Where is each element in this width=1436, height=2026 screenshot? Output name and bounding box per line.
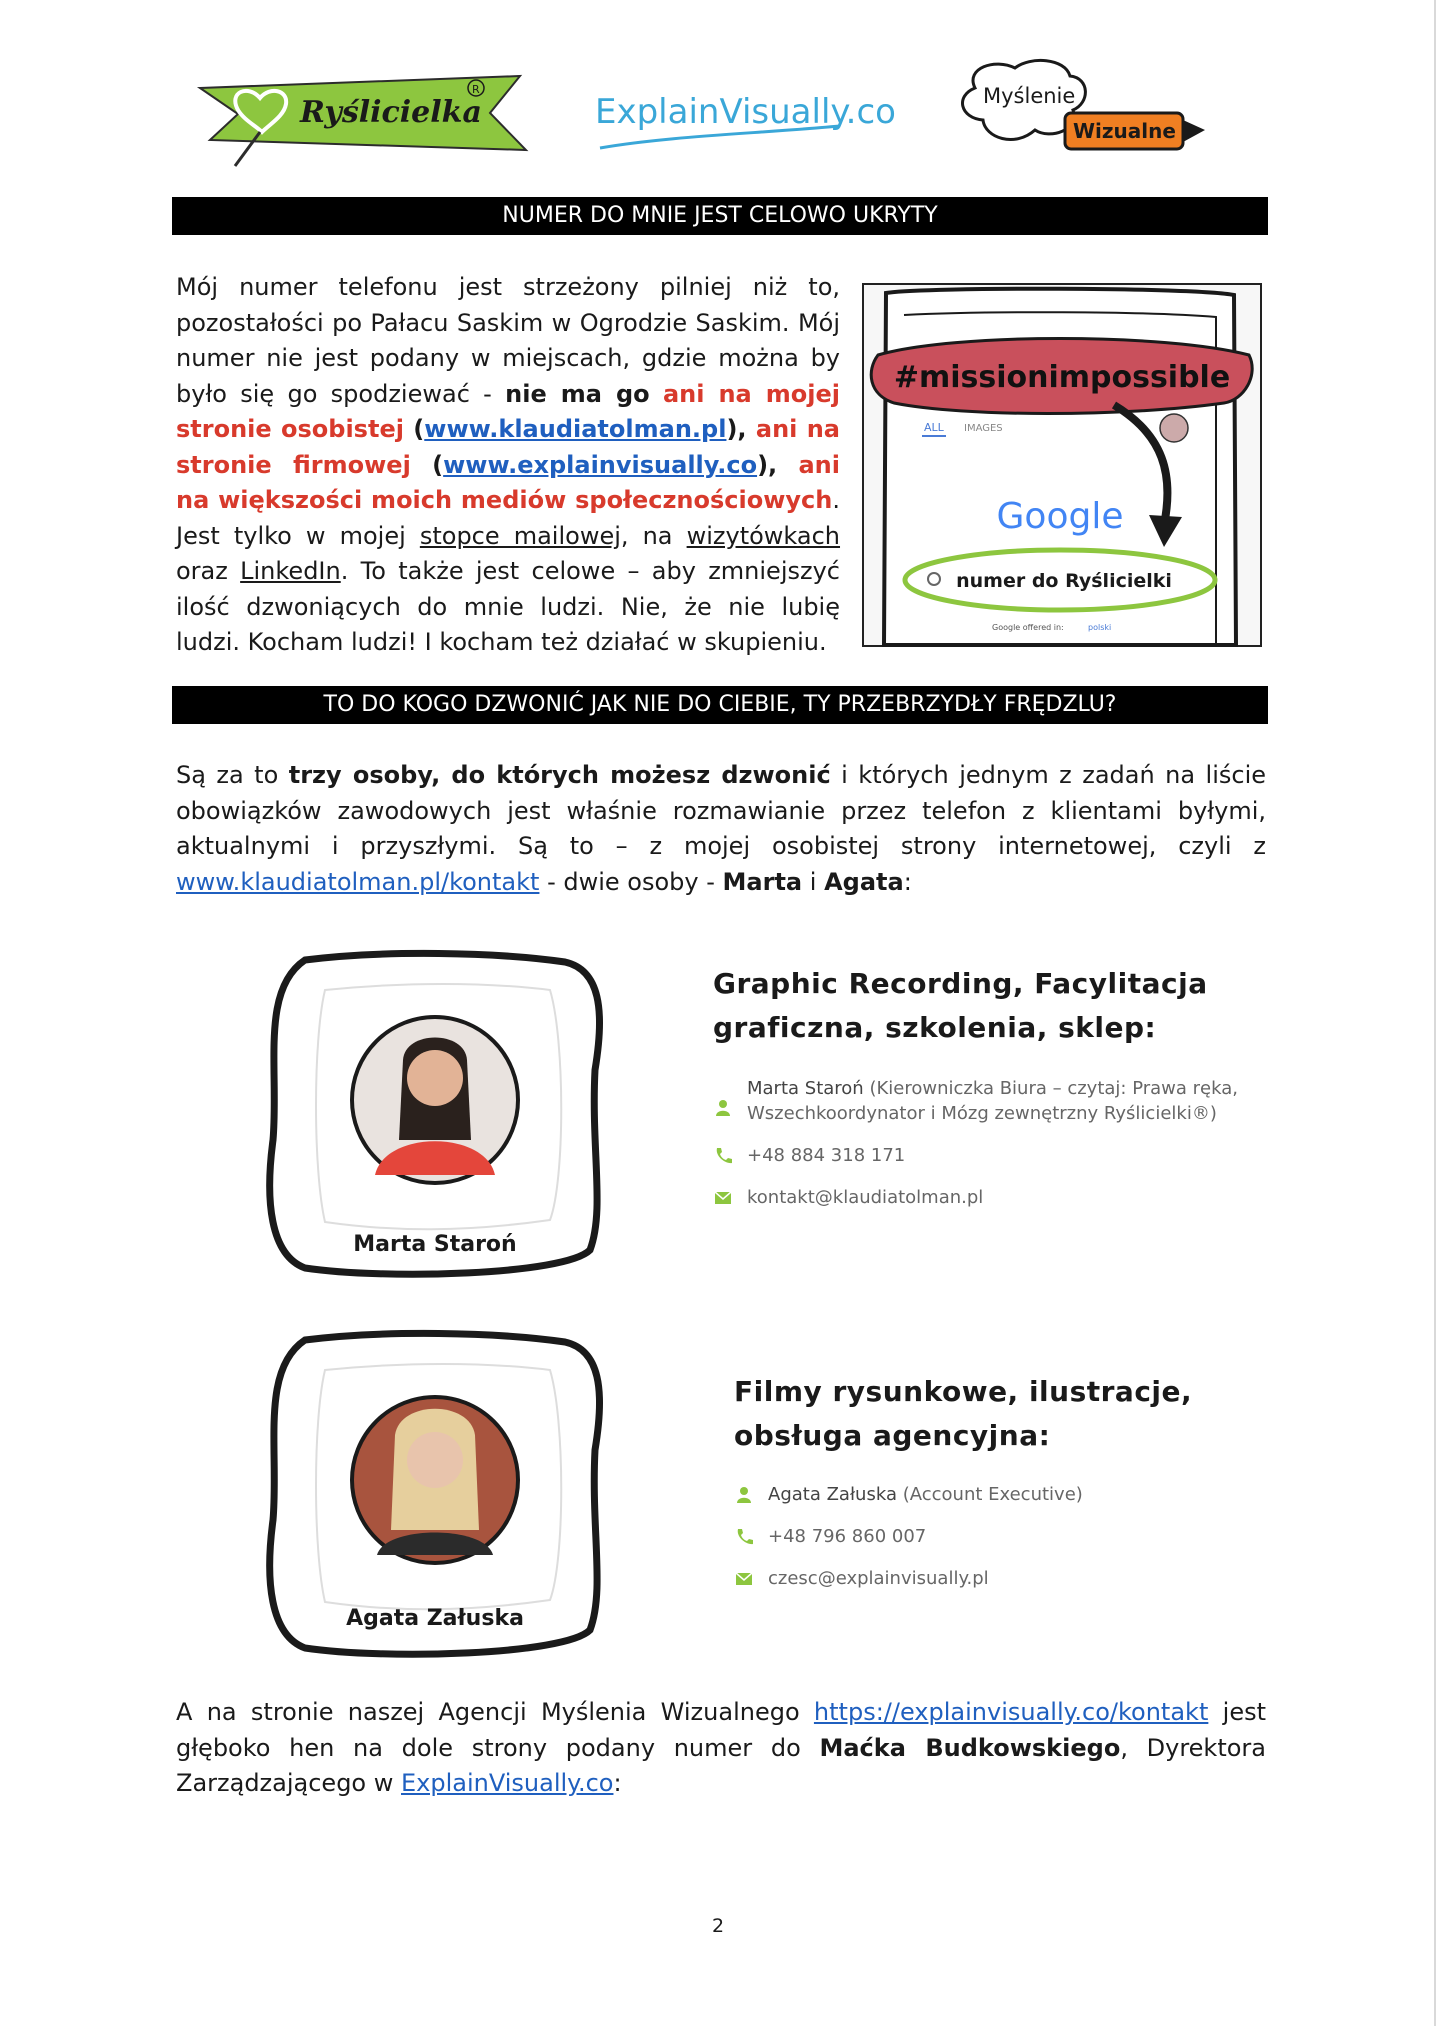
- contact-phone: +48 884 318 171: [747, 1145, 906, 1166]
- google-offered-lang: polski: [1088, 623, 1112, 632]
- link-klaudiatolman-kontakt[interactable]: www.klaudiatolman.pl/kontakt: [176, 867, 540, 896]
- card-frame: [265, 950, 605, 1280]
- text-underlined: stopce mailowej: [419, 521, 621, 550]
- phone-icon: [734, 1527, 754, 1547]
- explainvisually-logo: [590, 78, 896, 158]
- contact-phone-row: [734, 1524, 1254, 1549]
- contact-person-row: [734, 1482, 1254, 1507]
- contact-person-name: Agata Załuska: [768, 1484, 897, 1505]
- link-explainvisually-kontakt[interactable]: https://explainvisually.co/kontakt: [813, 1698, 1209, 1726]
- google-logo: Google: [996, 496, 1124, 537]
- text: Są za to: [176, 761, 289, 789]
- card-name-label: Agata Załuska: [346, 1606, 524, 1631]
- text: i: [802, 867, 825, 896]
- text: . Jest tylko w mojej: [176, 486, 840, 550]
- contact-title: Filmy rysunkowe, ilustracje,: [734, 1375, 1193, 1408]
- phone-drawing: [864, 285, 1260, 645]
- contact-info-marta: [713, 962, 1253, 1210]
- avatar: [1160, 414, 1188, 442]
- user-icon: [734, 1485, 754, 1505]
- contact-person-row: [713, 1076, 1253, 1126]
- paragraph-agency-contact: [176, 1695, 1266, 1802]
- contact-email: czesc@explainvisually.pl: [768, 1568, 989, 1589]
- phone-illustration: [862, 283, 1262, 647]
- ryslicielka-logo: [190, 58, 532, 168]
- contact-info-agata: [734, 1370, 1254, 1591]
- text-bold: ),: [726, 415, 747, 443]
- paragraph-hidden-number: [176, 270, 840, 661]
- text: - dwie osoby -: [539, 867, 723, 896]
- card-name-label: Marta Staroń: [353, 1232, 517, 1257]
- section-heading-who-to-call: TO DO KOGO DZWONIĆ JAK NIE DO CIEBIE, TY PRZEBRZYDŁY FRĘDZLU?: [172, 686, 1268, 724]
- google-search-text: numer do Ryślicielki: [956, 570, 1172, 592]
- svg-text:R: R: [472, 83, 480, 96]
- contact-title: obsługa agencyjna:: [734, 1419, 1051, 1452]
- text-underlined: LinkedIn: [240, 557, 341, 585]
- text-bold: trzy osoby, do których możesz dzwonić: [288, 761, 831, 789]
- contact-email-row: [734, 1566, 1254, 1591]
- myslenie-wizualne-logo: [955, 58, 1217, 158]
- logo-right-line1: Myślenie: [983, 84, 1076, 108]
- text: jest głęboko hen na dole strony podany numer do: [176, 1698, 1266, 1762]
- contact-phone: +48 796 860 007: [768, 1526, 927, 1547]
- text: :: [613, 1769, 622, 1797]
- text-red: ani na większości moich mediów społecznościowych: [176, 450, 840, 514]
- contact-person-name: Marta Staroń: [747, 1078, 864, 1099]
- user-icon: [713, 1098, 733, 1118]
- contact-title: graficzna, szkolenia, sklep:: [713, 1011, 1157, 1044]
- text: , Dyrektora Zarządzającego w: [176, 1733, 1266, 1797]
- contact-phone-row: [713, 1143, 1253, 1168]
- text: [650, 380, 663, 408]
- contact-card-marta: [265, 950, 605, 1280]
- contact-title: Graphic Recording, Facylitacja: [713, 967, 1208, 1000]
- text-bold: (: [410, 450, 444, 479]
- mail-icon: [713, 1188, 733, 1208]
- text: Mój numer telefonu jest strzeżony pilniej niż to, pozostałości po Pałacu Saskim w Ogrodzie Saskim. Mój numer nie jest podany w miejscach, gdzie można by było się go spodziewać -: [176, 273, 840, 408]
- text: :: [903, 867, 912, 896]
- paragraph-who-to-call: [176, 758, 1266, 900]
- text: , na: [620, 521, 687, 550]
- mission-impossible-banner: #missionimpossible: [893, 360, 1231, 395]
- contact-email-row: [713, 1185, 1253, 1210]
- text-bold: ),: [757, 450, 778, 479]
- contact-card-agata: [265, 1330, 605, 1660]
- text: oraz: [176, 557, 241, 585]
- text-bold: (: [403, 415, 425, 443]
- text-bold: Maćka Budkowskiego: [819, 1733, 1121, 1762]
- tab-all: ALL: [924, 421, 944, 434]
- logo-mid-text: ExplainVisually.co: [595, 92, 896, 132]
- text-red: ani na mojej stronie osobistej: [176, 379, 840, 443]
- mail-icon: [734, 1569, 754, 1589]
- text-underlined: wizytówkach: [686, 521, 841, 550]
- text-bold: nie ma go: [505, 379, 650, 408]
- contact-person-role: (Kierowniczka Biura – czytaj: Prawa ręka, Wszechkoordynator i Mózg zewnętrzny Ryślicielki®): [747, 1078, 1238, 1124]
- section-heading-hidden-number: NUMER DO MNIE JEST CELOWO UKRYTY: [172, 197, 1268, 235]
- phone-icon: [713, 1146, 733, 1166]
- text: . To także jest celowe – aby zmniejszyć ilość dzwoniących do mnie ludzi. Nie, że nie lubię ludzi. Kocham ludzi! I kocham też działać w skupieniu.: [176, 557, 840, 656]
- logo-right-line2: Wizualne: [1073, 119, 1176, 143]
- text-red: ani na stronie firmowej: [176, 415, 840, 479]
- logo-left-text: Ryślicielka: [300, 95, 482, 130]
- text-bold: Marta: [722, 867, 803, 896]
- contact-email: kontakt@klaudiatolman.pl: [747, 1187, 984, 1208]
- text: A na stronie naszej Agencji Myślenia Wizualnego: [176, 1698, 814, 1726]
- tab-images: IMAGES: [964, 423, 1003, 434]
- page-number: 2: [711, 1915, 725, 1937]
- text: i których jednym z zadań na liście obowiązków zawodowych jest właśnie rozmawianie przez telefon z klientami byłymi, aktualnymi i przyszłymi. Są to – z mojej osobistej strony internetowej, czyli z: [176, 761, 1266, 860]
- google-offered-text: Google offered in:: [992, 623, 1064, 632]
- link-explainvisually[interactable]: www.explainvisually.co: [443, 450, 758, 479]
- link-explainvisually-co[interactable]: ExplainVisually.co: [401, 1769, 614, 1797]
- link-klaudiatolman[interactable]: www.klaudiatolman.pl: [424, 415, 727, 443]
- text-bold: Agata: [824, 867, 904, 896]
- contact-person-role: (Account Executive): [896, 1484, 1083, 1505]
